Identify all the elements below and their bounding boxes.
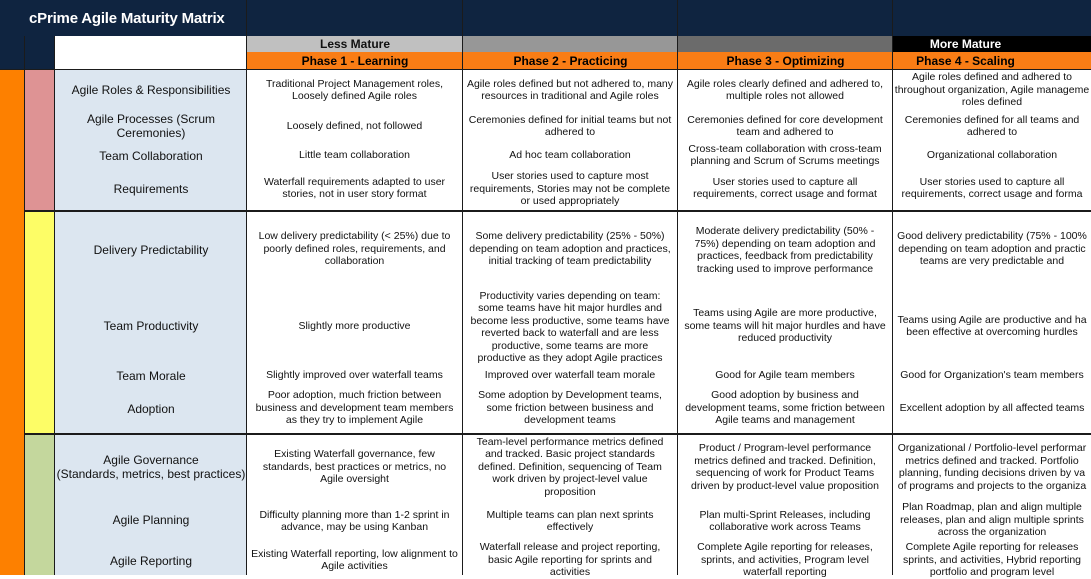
cell-processes-phase-3: Ceremonies defined for core development team and adhered to (687, 113, 883, 138)
cell-collaboration-phase-4: Organizational collaboration (926, 148, 1058, 161)
cell-planning-phase-2: Multiple teams can plan next sprints effectively (486, 508, 654, 533)
phase-header-2: Phase 2 - Practicing (463, 52, 678, 69)
cell-processes-phase-1: Loosely defined, not followed (286, 119, 423, 132)
maturity-gradient-band-2 (463, 36, 678, 52)
cell-planning-phase-3: Plan multi-Sprint Releases, including collaborative work across Teams (699, 508, 871, 533)
maturity-gradient-band-3 (678, 36, 893, 52)
row-label-agile-governance: Agile Governance (Standards, metrics, best practices) (56, 453, 246, 481)
row-label-agile-roles: Agile Roles & Responsibilities (71, 83, 231, 97)
cell-governance-phase-3: Product / Program-level performance metrics defined and tracked. Definition, sequencing of work for Product Teams driven by product-level value proposition (691, 442, 879, 492)
cell-predictability-phase-2: Some delivery predictability (25% - 50%) depending on team adoption and practices, initial tracking of team predictability (469, 230, 671, 268)
cell-collaboration-phase-3: Cross-team collaboration with cross-team planning and Scrum of Scrums meetings (688, 142, 882, 167)
cell-morale-phase-4: Good for Organization's team members (900, 368, 1084, 381)
phase-header-4-overflow (1038, 52, 1091, 69)
cell-roles-phase-1: Traditional Project Management roles, Loosely defined Agile roles (265, 77, 444, 102)
cell-reporting-phase-4: Complete Agile reporting for releases sprints, and activities, Hybrid reporting portfolio and program level (903, 541, 1081, 578)
cell-productivity-phase-2: Productivity varies depending on team: some teams have hit major hurdles and become less productive, some teams have reverted back to waterfall and are less productive, some teams are more productive as they adopt Agile practices (470, 289, 670, 364)
cell-adoption-phase-4: Excellent adoption by all affected teams (899, 401, 1085, 414)
cell-predictability-phase-3: Moderate delivery predictability (50% - 75%) depending on team adoption and practices, feedback from predictability tracking used to improve performance (694, 225, 876, 275)
cell-predictability-phase-1: Low delivery predictability (< 25%) due to poorly defined roles, requirements, and collaboration (258, 230, 451, 268)
cell-governance-phase-1: Existing Waterfall governance, few standards, best practices or metrics, no Agile oversight (262, 448, 447, 486)
cell-predictability-phase-4: Good delivery predictability (75% - 100% depending on team adoption and practic teams are very predictable and (897, 230, 1087, 268)
phase-header-1: Phase 1 - Learning (247, 52, 463, 69)
cell-morale-phase-2: Improved over waterfall team morale (484, 368, 656, 381)
cell-reporting-phase-1: Existing Waterfall reporting, low alignment to Agile activities (251, 547, 458, 572)
orange-side-band (0, 70, 25, 575)
cell-collaboration-phase-1: Little team collaboration (299, 148, 410, 161)
sheet-title: cPrime Agile Maturity Matrix (29, 10, 225, 27)
cell-planning-phase-1: Difficulty planning more than 1-2 sprint in advance, may be using Kanban (259, 508, 450, 533)
cell-productivity-phase-4: Teams using Agile are productive and ha been effective at overcoming hurdles (897, 313, 1087, 338)
sidebar-navy-strip (0, 36, 54, 70)
phase-header-4: Phase 4 - Scaling (893, 52, 1038, 69)
cell-requirements-phase-3: User stories used to capture all requirements, correct usage and format (693, 175, 877, 200)
row-label-agile-reporting: Agile Reporting (109, 554, 193, 568)
cell-processes-phase-4: Ceremonies defined for all teams and adhered to (904, 113, 1080, 138)
less-mature-label: Less Mature (319, 37, 391, 51)
cell-roles-phase-2: Agile roles defined but not adhered to, many resources in traditional and Agile roles (466, 77, 674, 102)
more-mature-label: More Mature (929, 37, 1002, 51)
row-label-team-collaboration: Team Collaboration (99, 149, 203, 163)
cell-roles-phase-4: Agile roles defined and adhered to throughout organization, Agile manageme roles defined (894, 71, 1090, 109)
cell-governance-phase-2: Team-level performance metrics defined and tracked. Basic project standards defined. Definition, sequencing of Team work driven by project-level value proposition (476, 435, 664, 498)
cell-adoption-phase-1: Poor adoption, much friction between business and development team members as they try to implement Agile (255, 389, 454, 427)
group-band-teams (25, 70, 55, 210)
cell-adoption-phase-2: Some adoption by Development teams, some friction between business and development teams (478, 389, 662, 427)
cell-productivity-phase-1: Slightly more productive (298, 319, 411, 332)
cell-roles-phase-3: Agile roles clearly defined and adhered to, multiple roles not allowed (686, 77, 884, 102)
cell-reporting-phase-2: Waterfall release and project reporting, basic Agile reporting for sprints and activities (479, 541, 661, 578)
cell-morale-phase-1: Slightly improved over waterfall teams (266, 368, 443, 381)
cell-requirements-phase-1: Waterfall requirements adapted to user stories, not in user story format (263, 175, 446, 200)
cell-adoption-phase-3: Good adoption by business and development teams, some friction between Agile teams and management (685, 389, 885, 427)
cell-governance-phase-4: Organizational / Portfolio-level performar metrics defined and tracked. Portfolio planning, funding decisions driven by va of programs and projects to the organiza (897, 442, 1087, 492)
row-label-team-productivity: Team Productivity (103, 319, 199, 333)
row-label-requirements: Requirements (113, 182, 189, 196)
row-label-delivery-predictability: Delivery Predictability (93, 243, 209, 257)
cell-collaboration-phase-2: Ad hoc team collaboration (509, 148, 631, 161)
group-band-governance (25, 435, 55, 575)
cell-productivity-phase-3: Teams using Agile are more productive, some teams will hit major hurdles and have reduced productivity (684, 307, 886, 345)
group-band-outcomes (25, 212, 55, 433)
cell-reporting-phase-3: Complete Agile reporting for releases, sprints, and activities, Program level waterfall reporting (697, 541, 873, 578)
cell-planning-phase-4: Plan Roadmap, plan and align multiple releases, plan and align multiple sprints across the organization (900, 501, 1084, 539)
cell-processes-phase-2: Ceremonies defined for initial teams but not adhered to (468, 113, 672, 138)
cell-requirements-phase-2: User stories used to capture most requirements, Stories may not be complete or used appropriately (469, 170, 671, 208)
row-label-adoption: Adoption (127, 402, 175, 416)
phase-header-3: Phase 3 - Optimizing (678, 52, 893, 69)
cell-morale-phase-3: Good for Agile team members (715, 368, 855, 381)
row-label-agile-planning: Agile Planning (112, 513, 190, 527)
row-label-agile-processes: Agile Processes (Scrum Ceremonies) (86, 112, 216, 140)
row-label-team-morale: Team Morale (116, 369, 186, 383)
cell-requirements-phase-4: User stories used to capture all requirements, correct usage and forma (901, 175, 1083, 200)
